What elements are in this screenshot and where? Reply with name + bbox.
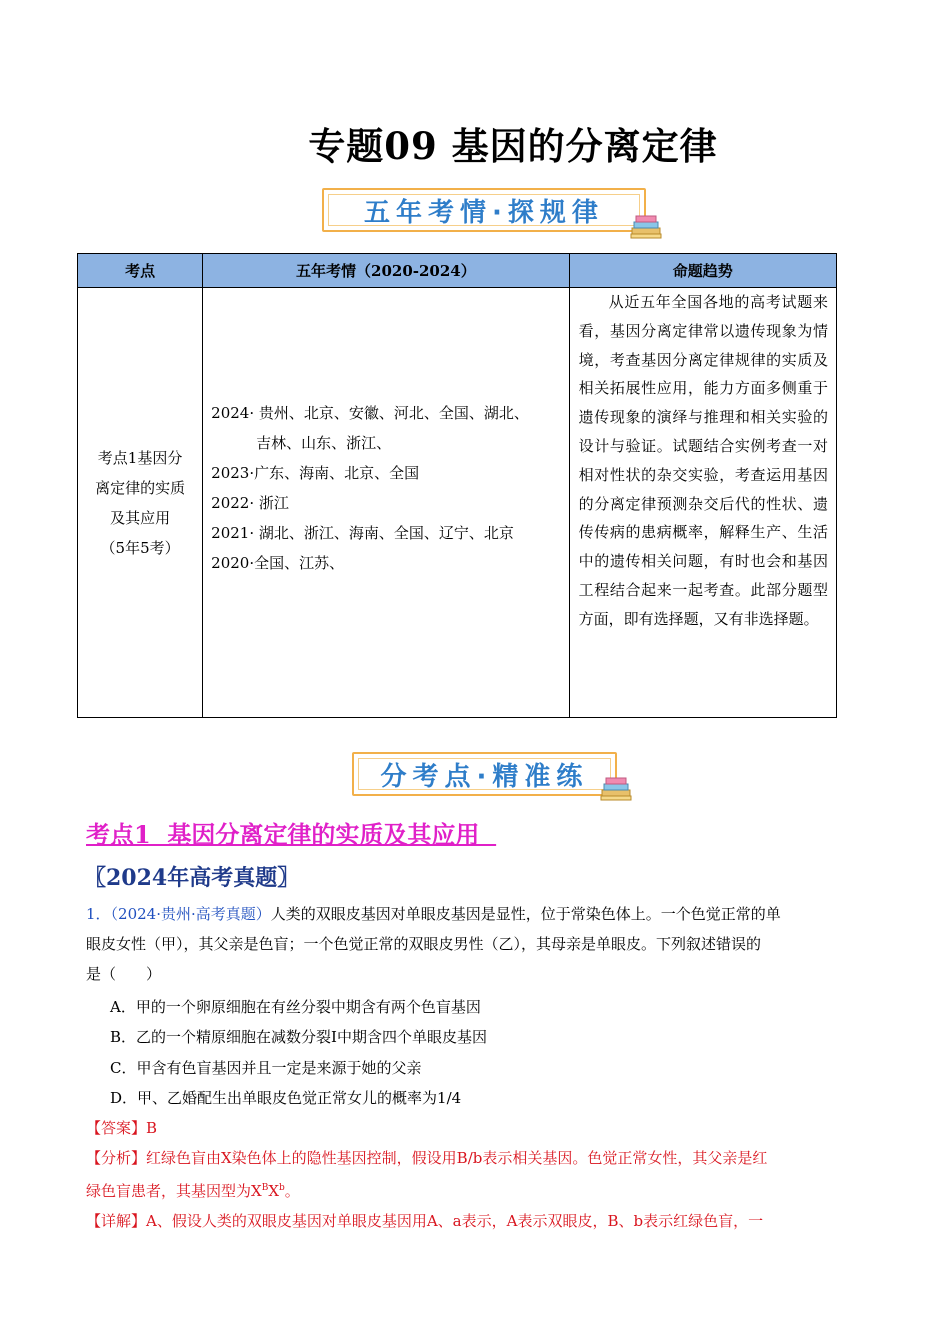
kaodian-line: 考点1基因分 (97, 448, 183, 467)
question-stem (86, 899, 862, 989)
books-icon (600, 774, 632, 802)
year-line-2023: 2023·广东、海南、北京、全国 (211, 463, 420, 482)
kaodian-cell (78, 288, 203, 718)
question-stem-line: 人类的双眼皮基因对单眼皮基因是显性，位于常染色体上。一个色觉正常的单 (270, 905, 781, 923)
analysis-text: X (268, 1182, 279, 1200)
option-d: D．甲、乙婚配生出单眼皮色觉正常女儿的概率为1/4 (110, 1089, 462, 1107)
trend-table (77, 253, 837, 718)
question-stem-line: 是（ ） (86, 965, 162, 983)
year-line-2022: 2022· 浙江 (211, 493, 289, 512)
trend-paragraph: 从近五年全国各地的高考试题来看，基因分离定律常以遗传现象为情境，考查基因分离定律规律的实质及相关拓展性应用，能力方面多侧重于遗传现象的演绎与推理和相关实验的设计与验证。试题结合实例考查一对相对性状的杂交实验，考查运用基因的分离定律预测杂交后代的性状、遗传传病的患病概率，解释生产、生活中的遗传相关问题，有时也会和基因工程结合起来一起考查。此部分题型方面，即有选择题，又有非选择题。 (578, 293, 828, 628)
question-stem-line: 眼皮女性（甲），其父亲是色盲；一个色觉正常的双眼皮男性（乙），其母亲是单眼皮。下列叙述错误的 (86, 935, 762, 953)
year-line-2020: 2020·全国、江苏、 (211, 553, 345, 572)
header-cell-trend: 命题趋势 (569, 254, 836, 288)
header-cell-kaodian: 考点 (78, 254, 203, 288)
sub-heading: 〖2024年高考真题〗 (84, 865, 300, 891)
year-line-2024-cont: 吉林、山东、浙江、 (256, 433, 392, 452)
superscript: B (261, 1183, 269, 1193)
years-cell (203, 288, 569, 718)
option-b: B．乙的一个精原细胞在减数分裂Ⅰ中期含四个单眼皮基因 (110, 1028, 487, 1046)
kaodian-line: （5年5考） (100, 538, 180, 557)
answer-block (86, 1113, 862, 1236)
year-line-2024: 2024· 贵州、北京、安徽、河北、全国、湖北、 (211, 403, 529, 422)
year-line-2021: 2021· 湖北、浙江、海南、全国、辽宁、北京 (211, 523, 514, 542)
kaodian-line: 及其应用 (110, 508, 171, 527)
option-c: C．甲含有色盲基因并且一定是来源于她的父亲 (110, 1059, 422, 1077)
question-source: （2024·贵州·高考真题） (110, 905, 271, 923)
section-heading: 考点1 基因分离定律的实质及其应用 (86, 820, 497, 849)
kaodian-line: 离定律的实质 (95, 478, 186, 497)
table-row (78, 288, 837, 718)
analysis-line (86, 1173, 862, 1206)
books-icon (630, 212, 662, 240)
analysis-text: 。 (284, 1182, 300, 1200)
question-number: 1． (86, 905, 111, 923)
detail-line: 【详解】A、假设人类的双眼皮基因对单眼皮基因用A、a表示，A表示双眼皮，B、b表示红绿色盲，一 (86, 1212, 764, 1230)
trend-cell (569, 288, 836, 718)
superscript: b (279, 1183, 285, 1193)
section-banner-practice (352, 752, 617, 796)
banner-label: 分考点·精准练 (380, 761, 589, 792)
answer-line: 【答案】B (86, 1119, 158, 1137)
section-banner-trends (322, 188, 646, 232)
analysis-line: 【分析】红绿色盲由X染色体上的隐性基因控制，假设用B/b表示相关基因。色觉正常女性，其父亲是红 (86, 1149, 768, 1167)
table-header-row (78, 254, 837, 288)
banner-label: 五年考情·探规律 (364, 197, 604, 228)
header-cell-five-years: 五年考情（2020-2024） (203, 254, 569, 288)
option-a: A．甲的一个卵原细胞在有丝分裂中期含有两个色盲基因 (110, 998, 481, 1016)
analysis-text: 绿色盲患者，其基因型为X (86, 1182, 262, 1200)
page-title: 专题09 基因的分离定律 (308, 124, 718, 168)
